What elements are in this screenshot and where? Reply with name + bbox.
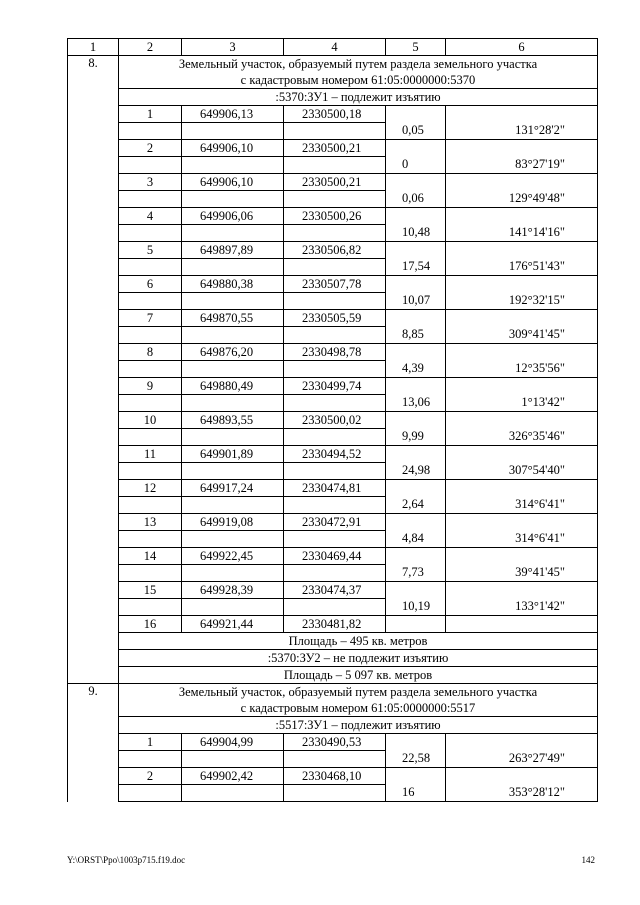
empty-cell [284,361,386,378]
empty-cell [446,344,598,361]
point-number: 13 [119,514,182,531]
point-row [68,378,598,395]
empty-cell [182,395,284,412]
empty-cell [386,140,446,157]
parcel-number: 8. [68,56,119,684]
point-number: 8 [119,344,182,361]
point-row [68,514,598,531]
empty-cell [182,463,284,480]
point-row [68,344,598,361]
empty-cell [386,582,446,599]
point-row [68,310,598,327]
point-row [68,548,598,565]
point-row [68,734,598,751]
segment-row [68,785,598,802]
empty-cell [386,276,446,293]
point-row [68,446,598,463]
point-number: 14 [119,548,182,565]
segment-row [68,327,598,344]
empty-cell [284,327,386,344]
parcel-number: 9. [68,684,119,802]
segment-row [68,361,598,378]
coordinate-x: 649922,45 [182,548,284,565]
column-header: 5 [386,39,446,56]
column-header: 4 [284,39,386,56]
coordinate-y: 2330474,81 [284,480,386,497]
empty-cell [284,785,386,802]
segment-length: 0 [386,157,446,174]
empty-cell [386,310,446,327]
empty-cell [446,276,598,293]
column-header: 1 [68,39,119,56]
empty-cell [182,531,284,548]
segment-row [68,395,598,412]
parcel-subheader-row [68,717,598,734]
point-row [68,616,598,633]
empty-cell [446,768,598,785]
empty-cell [284,293,386,310]
parcel-description-line: с кадастровым номером 61:05:0000000:5517 [240,701,476,715]
empty-cell [446,548,598,565]
coordinate-x: 649897,89 [182,242,284,259]
coordinate-y: 2330500,02 [284,412,386,429]
coordinate-x: 649870,55 [182,310,284,327]
segment-angle: 176°51'43" [446,259,598,276]
coordinate-y: 2330500,21 [284,174,386,191]
empty-cell [446,734,598,751]
empty-cell [446,582,598,599]
point-number: 16 [119,616,182,633]
empty-cell [284,565,386,582]
point-row [68,242,598,259]
coordinate-y: 2330494,52 [284,446,386,463]
empty-cell [119,225,182,242]
empty-cell [119,361,182,378]
empty-cell [386,616,446,633]
segment-angle: 1°13'42" [446,395,598,412]
coordinate-x: 649880,38 [182,276,284,293]
segment-angle: 263°27'49" [446,751,598,768]
coordinate-y: 2330474,37 [284,582,386,599]
parcel-description-line: Земельный участок, образуемый путем раздела земельного участка [178,57,538,71]
coordinate-y: 2330500,26 [284,208,386,225]
coordinates-table [67,38,598,802]
point-number: 6 [119,276,182,293]
empty-cell [386,208,446,225]
empty-cell [284,157,386,174]
coordinate-y: 2330499,74 [284,378,386,395]
empty-cell [182,785,284,802]
empty-cell [119,463,182,480]
point-number: 15 [119,582,182,599]
coordinate-x: 649904,99 [182,734,284,751]
coordinate-y: 2330472,91 [284,514,386,531]
coordinate-y: 2330507,78 [284,276,386,293]
parcel-subheader-row [68,89,598,106]
segment-length: 7,73 [386,565,446,582]
segment-row [68,565,598,582]
point-row [68,768,598,785]
segment-angle: 326°35'46" [446,429,598,446]
empty-cell [284,395,386,412]
point-row [68,106,598,123]
segment-length: 4,39 [386,361,446,378]
segment-length: 22,58 [386,751,446,768]
empty-cell [119,191,182,208]
empty-cell [119,565,182,582]
segment-length: 10,07 [386,293,446,310]
point-number: 12 [119,480,182,497]
column-header: 3 [182,39,284,56]
empty-cell [386,768,446,785]
empty-cell [446,174,598,191]
empty-cell [386,548,446,565]
coordinate-x: 649880,49 [182,378,284,395]
empty-cell [386,480,446,497]
segment-row [68,157,598,174]
parcel-subheader: :5370:ЗУ1 – подлежит изъятию [119,89,598,106]
parcel-description-line: Земельный участок, образуемый путем раздела земельного участка [178,685,538,699]
empty-cell [119,497,182,514]
empty-cell [446,412,598,429]
empty-cell [119,429,182,446]
segment-row [68,225,598,242]
empty-cell [446,310,598,327]
coordinate-x: 649917,24 [182,480,284,497]
empty-cell [182,191,284,208]
parcel-description-row [68,56,598,89]
empty-cell [386,344,446,361]
point-row [68,276,598,293]
coordinate-y: 2330506,82 [284,242,386,259]
empty-cell [386,446,446,463]
empty-cell [119,531,182,548]
point-row [68,140,598,157]
empty-cell [446,616,598,633]
segment-length: 2,64 [386,497,446,514]
coordinate-x: 649906,10 [182,140,284,157]
segment-angle: 141°14'16" [446,225,598,242]
empty-cell [119,327,182,344]
empty-cell [182,361,284,378]
empty-cell [182,225,284,242]
coordinate-x: 649928,39 [182,582,284,599]
coordinate-x: 649906,06 [182,208,284,225]
empty-cell [182,157,284,174]
segment-length: 10,19 [386,599,446,616]
empty-cell [446,378,598,395]
point-number: 9 [119,378,182,395]
point-row [68,480,598,497]
segment-angle: 353°28'12" [446,785,598,802]
empty-cell [386,378,446,395]
empty-cell [182,497,284,514]
parcel-footer-row [68,633,598,650]
empty-cell [446,242,598,259]
segment-length: 0,06 [386,191,446,208]
segment-angle: 83°27'19" [446,157,598,174]
parcel-description-line: с кадастровым номером 61:05:0000000:5370 [240,73,476,87]
column-header-row [68,39,598,56]
column-header: 2 [119,39,182,56]
segment-angle: 309°41'45" [446,327,598,344]
empty-cell [119,259,182,276]
segment-row [68,123,598,140]
empty-cell [284,531,386,548]
empty-cell [119,751,182,768]
parcel-footer-text: Площадь – 5 097 кв. метров [119,667,598,684]
point-number: 2 [119,140,182,157]
empty-cell [284,225,386,242]
footer-page-number: 142 [581,855,595,865]
coordinate-x: 649906,10 [182,174,284,191]
segment-angle: 129°49'48" [446,191,598,208]
empty-cell [119,395,182,412]
empty-cell [446,514,598,531]
segment-row [68,751,598,768]
empty-cell [119,293,182,310]
coordinate-y: 2330500,18 [284,106,386,123]
segment-angle: 12°35'56" [446,361,598,378]
segment-length: 24,98 [386,463,446,480]
parcel-description-row [68,684,598,717]
empty-cell [386,514,446,531]
segment-length: 10,48 [386,225,446,242]
segment-row [68,429,598,446]
empty-cell [284,429,386,446]
empty-cell [182,599,284,616]
segment-angle: 39°41'45" [446,565,598,582]
segment-row [68,293,598,310]
segment-row [68,259,598,276]
empty-cell [386,106,446,123]
empty-cell [284,463,386,480]
empty-cell [119,599,182,616]
segment-length: 8,85 [386,327,446,344]
point-number: 2 [119,768,182,785]
parcel-footer-row [68,667,598,684]
empty-cell [284,497,386,514]
column-header: 6 [446,39,598,56]
parcel-description [119,56,598,89]
empty-cell [284,191,386,208]
point-row [68,174,598,191]
segment-angle: 314°6'41" [446,531,598,548]
point-number: 1 [119,734,182,751]
empty-cell [182,123,284,140]
empty-cell [386,734,446,751]
empty-cell [386,412,446,429]
segment-length: 9,99 [386,429,446,446]
coordinate-y: 2330490,53 [284,734,386,751]
empty-cell [386,174,446,191]
segment-angle: 314°6'41" [446,497,598,514]
coordinate-y: 2330505,59 [284,310,386,327]
coordinate-x: 649919,08 [182,514,284,531]
segment-length: 17,54 [386,259,446,276]
empty-cell [446,480,598,497]
segment-angle: 307°54'40" [446,463,598,480]
point-number: 1 [119,106,182,123]
coordinate-y: 2330498,78 [284,344,386,361]
segment-length: 16 [386,785,446,802]
empty-cell [386,242,446,259]
coordinate-y: 2330468,10 [284,768,386,785]
parcel-subheader: :5517:ЗУ1 – подлежит изъятию [119,717,598,734]
segment-angle: 192°32'15" [446,293,598,310]
empty-cell [446,208,598,225]
point-number: 10 [119,412,182,429]
parcel-footer-text: :5370:ЗУ2 – не подлежит изъятию [119,650,598,667]
empty-cell [182,751,284,768]
point-row [68,582,598,599]
segment-row [68,463,598,480]
segment-row [68,191,598,208]
empty-cell [119,157,182,174]
segment-length: 0,05 [386,123,446,140]
empty-cell [182,565,284,582]
empty-cell [182,293,284,310]
point-number: 5 [119,242,182,259]
segment-row [68,599,598,616]
empty-cell [284,123,386,140]
coordinate-x: 649893,55 [182,412,284,429]
segment-length: 13,06 [386,395,446,412]
coordinate-x: 649902,42 [182,768,284,785]
empty-cell [446,446,598,463]
segment-angle: 131°28'2" [446,123,598,140]
parcel-footer-text: Площадь – 495 кв. метров [119,633,598,650]
empty-cell [182,259,284,276]
empty-cell [119,123,182,140]
empty-cell [284,259,386,276]
coordinate-y: 2330481,82 [284,616,386,633]
coordinate-y: 2330500,21 [284,140,386,157]
parcel-footer-row [68,650,598,667]
empty-cell [182,327,284,344]
point-number: 7 [119,310,182,327]
parcel-description [119,684,598,717]
point-number: 4 [119,208,182,225]
footer-file-path: Y:\ORST\Ppo\1003p715.f19.doc [67,855,186,865]
point-number: 11 [119,446,182,463]
segment-row [68,531,598,548]
empty-cell [284,599,386,616]
point-number: 3 [119,174,182,191]
coordinate-y: 2330469,44 [284,548,386,565]
empty-cell [182,429,284,446]
point-row [68,412,598,429]
segment-angle: 133°1'42" [446,599,598,616]
empty-cell [119,785,182,802]
empty-cell [446,140,598,157]
empty-cell [446,106,598,123]
coordinate-x: 649901,89 [182,446,284,463]
point-row [68,208,598,225]
empty-cell [284,751,386,768]
coordinate-x: 649906,13 [182,106,284,123]
coordinate-x: 649876,20 [182,344,284,361]
segment-row [68,497,598,514]
segment-length: 4,84 [386,531,446,548]
coordinate-x: 649921,44 [182,616,284,633]
